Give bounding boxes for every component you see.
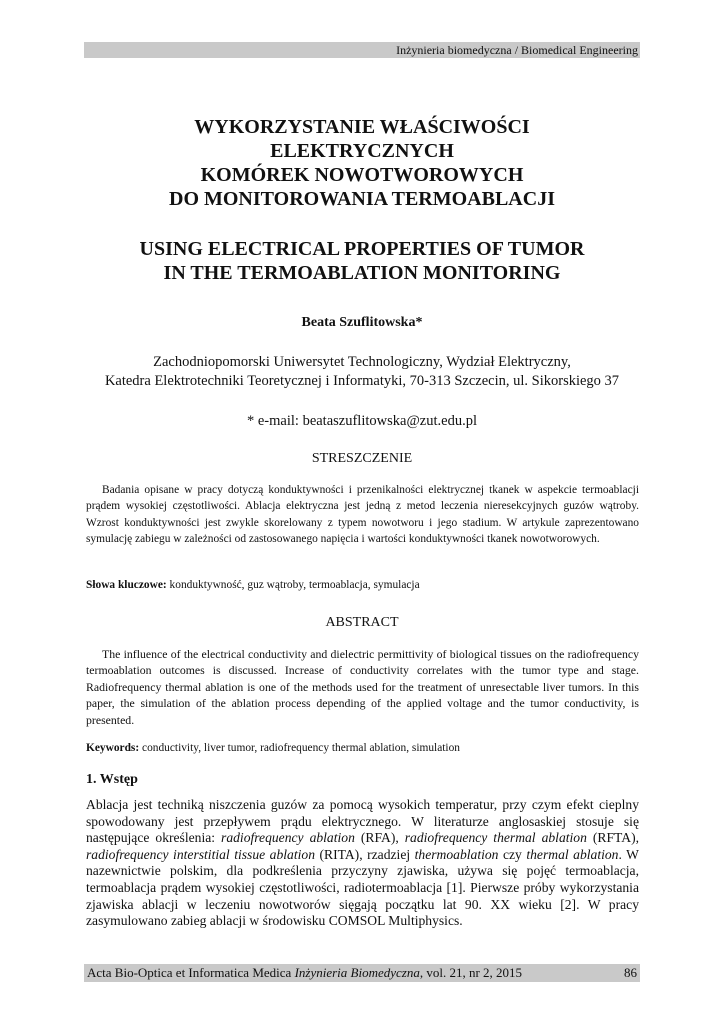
running-footer [84,964,640,982]
text-run: Ablacja jest techniką niszczenia guzów za pomocą wysokich temperatur, przy czym efekt cieplny spowodowany jest przepływem prądu elektrycznego. W literaturze anglosaskiej stosuje się następujące określenia: [86,797,639,846]
title-en-line: IN THE TERMOABLATION MONITORING [163,262,561,284]
footer-volume: , vol. 21, nr 2, 2015 [419,965,523,980]
title-pl-line: KOMÓREK NOWOTWOROWYCH [200,164,524,186]
abstract-heading: ABSTRACT [325,615,399,630]
author-name: Beata Szuflitowska* [301,315,423,330]
footer-journal: Acta Bio-Optica et Informatica Medica [87,965,295,980]
term-thermal-ablation: thermal ablation [526,846,619,862]
keywords-label: Słowa kluczowe: [86,579,167,591]
affiliation [84,353,640,391]
footer-citation [87,964,522,982]
text-run: . W nazewnictwie polskim, dla podkreślenia przyczyny zjawiska, używa się pojęć termoablacja, termoablacja prądem wysokiej częstotliwości, radiotermoablacja [1]. Pierwsze próby wykorzystania zjawiska ablacji w leczeniu nowotworów sięgają początku lat 90. XX wieku [2]. W pracy zasymulowano zabieg ablacji w środowisku COMSOL Multiphysics. [86,846,639,929]
streszczenie-text: Badania opisane w pracy dotyczą konduktywności i przenikalności elektrycznej tkanek w aspekcie termoablacji prądem wysokiej częstotliwości. Ablacja elektryczna jest jedną z metod leczenia nieresekcyjnych guzów wątroby. Wzrost konduktywności jest zwykle skorelowany z typem nowotworu i jego stadium. W artykule zaprezentowano symulację zabiegu w zależności od zastosowanego napięcia i wartości konduktywności tkanek nowotworowych. [86,484,639,546]
affiliation-line: Katedra Elektrotechniki Teoretycznej i Informatyki, 70-313 Szczecin, ul. Sikorskiego 37 [104,373,620,389]
streszczenie-heading: STRESZCZENIE [311,451,413,466]
author-email: * e-mail: beataszuflitowska@zut.edu.pl [247,413,477,429]
text-run: (RFA), [354,830,405,846]
term-rita: radiofrequency interstitial tissue ablation [86,846,316,862]
keywords-english [86,740,639,756]
section-heading: 1. Wstęp [86,772,138,787]
keywords-values: conductivity, liver tumor, radiofrequency thermal ablation, simulation [142,742,460,754]
introduction-paragraph [86,797,639,930]
page-number: 86 [624,965,637,980]
text-run: (RFTA), [586,830,640,846]
title-pl-line: DO MONITOROWANIA TERMOABLACJI [169,188,555,210]
text-run: czy [498,846,527,862]
affiliation-line: Zachodniopomorski Uniwersytet Technologiczny, Wydział Elektryczny, [153,354,571,370]
text-run: (RITA), rzadziej [315,846,415,862]
running-header [84,42,640,58]
term-thermoablation: thermoablation [414,846,499,862]
footer-journal-italic: Inżynieria Biomedyczna [294,965,420,980]
title-polish [84,115,640,211]
title-pl-line: WYKORZYSTANIE WŁAŚCIWOŚCI [194,116,530,138]
keywords-polish [86,577,639,593]
keywords-values: konduktywność, guz wątroby, termoablacja, symulacja [169,579,420,591]
title-en-line: USING ELECTRICAL PROPERTIES OF TUMOR [139,238,585,260]
journal-section-label: Inżynieria biomedyczna / Biomedical Engineering [396,43,638,57]
term-rfta: radiofrequency thermal ablation [404,830,587,846]
title-pl-line: ELEKTRYCZNYCH [270,140,454,162]
abstract-text: The influence of the electrical conductivity and dielectric permittivity of biological tissues on the radiofrequency termoablation outcomes is discussed. Increase of conductivity correlates with the tumor type and stage. Radiofrequency thermal ablation is one of the methods used for the treatment of unresectable liver tumors. In this paper, the simulation of the ablation process depending of the applied voltage and the tumor conductivity, is presented. [86,647,639,727]
title-english [84,237,640,285]
term-rfa: radiofrequency ablation [221,830,355,846]
keywords-label: Keywords: [86,742,140,754]
